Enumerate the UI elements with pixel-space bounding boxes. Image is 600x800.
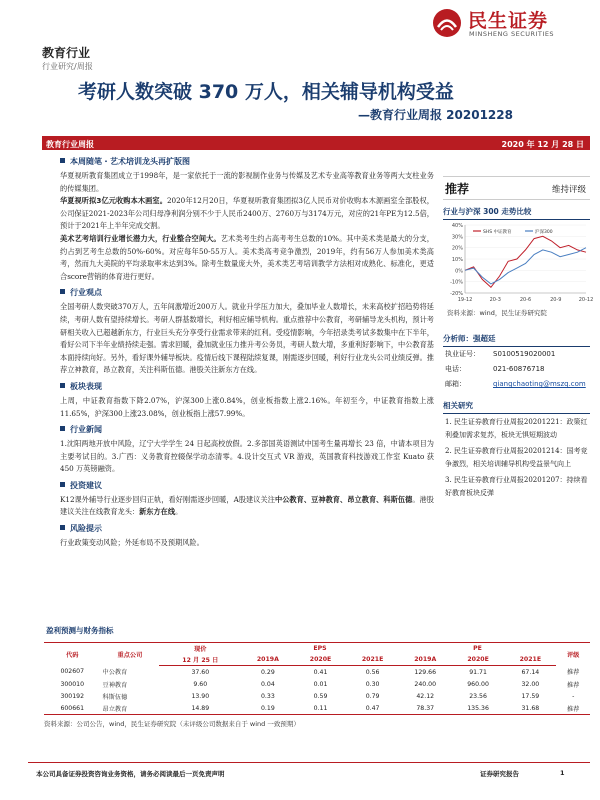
section-industry-view <box>60 287 434 298</box>
table-row <box>44 702 590 715</box>
section-industry-news <box>60 424 434 435</box>
cell-name: 科斯伍德 <box>102 693 128 701</box>
cell-eps: 0.11 <box>295 702 347 715</box>
essay-acquisition-lead: 华夏视听拟3亿元收购本木画室。 <box>60 196 167 206</box>
section-investment-advice <box>60 480 434 491</box>
cell-name: 中公教育 <box>102 669 128 677</box>
chart-y-tick-label: -10% <box>450 279 463 286</box>
essay-acquisition-text: 2020年12月20日，华夏视听教育集团拟3亿人民币对价收购本木源画室全部股权，公司保证2021-2023年公司归母净利润分别不少于人民币2400万、2760万与3174万元，对应的21年PE为12.5倍，预计于2021年上半年完成交割。 <box>60 196 434 231</box>
brand-logo <box>432 6 582 40</box>
forecast-table <box>44 642 590 715</box>
related-item[interactable]: 1. 民生证券教育行业周报20201221：政策红利叠加需求复苏，板块无惧短期波动 <box>445 418 588 439</box>
cell-eps: 0.79 <box>365 692 380 700</box>
section-title: 本周随笔・艺术培训龙头再扩版图 <box>70 157 190 166</box>
cell-code: 002607 <box>60 668 85 676</box>
section-bullet-icon <box>60 482 65 487</box>
chart-x-tick-label: 20-6 <box>519 297 532 303</box>
trend-chart <box>443 221 594 307</box>
chart-series-line <box>465 248 586 284</box>
related-item[interactable]: 3. 民生证券教育行业周报20201207：持续看好教育板块反弹 <box>445 476 588 497</box>
advice-mid: 。港股建议关注在线教育龙头： <box>60 494 434 517</box>
top-bar <box>42 136 590 150</box>
cell-eps: 0.01 <box>313 680 328 688</box>
related-research-title: 相关研究 <box>443 400 590 414</box>
cell-eps: 0.59 <box>313 692 328 700</box>
analyst-name: 强超廷 <box>473 334 496 343</box>
analyst-info <box>445 347 590 392</box>
table-row <box>44 666 590 679</box>
table-header-row <box>44 643 590 655</box>
table-title: 盈利预测与财务指标 <box>46 626 114 635</box>
cell-price: 37.60 <box>191 668 210 676</box>
advice-end: 。 <box>175 507 183 517</box>
cell-eps: 0.29 <box>261 668 275 676</box>
chart-x-tick-label: 19-12 <box>457 297 473 303</box>
rating-box <box>443 176 590 200</box>
cell-pe: 17.59 <box>521 692 540 700</box>
section-sector-performance <box>60 381 434 392</box>
cell-eps: 0.56 <box>365 668 380 676</box>
col-eps-2019: 2019A <box>241 654 294 666</box>
sector-performance-text: 上周，中证教育指数下降2.07%，沪深300上涨0.84%，创业板指数上涨2.16%。年初至今，中证教育指数上涨11.65%，沪深300上涨23.08%，创业板指上涨57.99%。 <box>60 395 434 418</box>
cell-pe: 135.36 <box>452 702 504 715</box>
section-bullet-icon <box>60 426 65 431</box>
related-research-list <box>445 416 590 504</box>
col-price: 现价 <box>159 643 241 655</box>
rating-value: 维持评级 <box>551 185 586 195</box>
cell-price: 14.89 <box>159 702 241 715</box>
industry-label: 教育行业 <box>42 46 91 60</box>
chart-x-tick-label: 20-12 <box>578 297 594 303</box>
chart-x-tick-label: 20-9 <box>550 297 562 303</box>
cell-eps: 0.41 <box>313 668 328 676</box>
section-bullet-icon <box>60 158 65 163</box>
cell-eps: 0.47 <box>347 702 399 715</box>
col-pe-2020: 2020E <box>452 654 504 666</box>
chart-x-tick-label: 20-3 <box>489 297 501 303</box>
cell-pe: 67.14 <box>521 668 540 676</box>
section-title: 行业新闻 <box>70 425 102 435</box>
industry-news-text: 1.沈阳两地开放中风险，辽宁大学学生 24 日起高校放假。2.多部国英语测试中国考生量再增长 23 倍，中请本项目为主要考试目的。3.广西：义务教育控辍保学动态清零。4.设计交互式 VR 游戏，英国教育科技游戏工作室 Kuato 获 450 万英镑融资。 <box>60 439 434 474</box>
chart-y-tick-label: 30% <box>451 234 463 241</box>
cell-pe: 31.68 <box>504 702 556 715</box>
cell-pe: 960.00 <box>467 680 489 688</box>
cell-eps: 0.30 <box>365 680 380 688</box>
chart-legend-label: SHS 中证教育 <box>483 230 512 235</box>
report-date: 2020 年 12 月 28 日 <box>501 140 584 149</box>
section-title: 板块表现 <box>70 381 102 391</box>
essay-intro: 华夏视听教育集团成立于1998年，是一家依托于一流的影视制作业务与传媒及艺术专业高等教育业务等两大支柱业务的传媒集团。 <box>60 171 434 193</box>
chart-title: 行业与沪深 300 走势比较 <box>443 206 590 220</box>
investment-advice-text <box>60 494 434 519</box>
cell-pe: 91.71 <box>469 668 487 676</box>
section-bullet-icon <box>60 383 65 388</box>
cell-price: 13.90 <box>191 692 210 700</box>
report-subtitle: —教育行业周报 20201228 <box>358 108 513 122</box>
section-weekly-essay <box>60 156 434 167</box>
chart-y-tick-label: -20% <box>450 291 463 297</box>
cell-code: 600661 <box>44 702 101 715</box>
brand-name: 民生证券 <box>468 10 549 32</box>
cell-eps: 0.04 <box>261 680 275 688</box>
table-row <box>44 678 590 690</box>
essay-industry-lead: 美术艺考培训行业增长潜力大，行业整合空间大。 <box>60 233 221 243</box>
cell-pe: 240.00 <box>414 680 437 688</box>
analyst-section <box>443 333 590 347</box>
col-pe-2021: 2021E <box>504 654 556 666</box>
cert-label: 执业证号： <box>445 350 480 358</box>
section-title: 行业观点 <box>70 288 102 298</box>
section-bullet-icon <box>60 289 65 294</box>
section-title: 风险提示 <box>70 524 102 534</box>
phone-label: 电话： <box>445 365 466 373</box>
advice-hk-shares: 新东方在线 <box>139 507 176 517</box>
cell-code: 300192 <box>60 692 85 700</box>
cell-price: 9.60 <box>193 680 208 688</box>
footer-page-number: 1 <box>560 769 565 777</box>
risk-text: 行业政策变动风险；外延布局不及预期风险。 <box>60 538 204 548</box>
cell-name: 豆神教育 <box>102 681 128 689</box>
section-risk <box>60 523 434 534</box>
cell-name: 昂立教育 <box>101 702 160 715</box>
cell-pe: 129.66 <box>414 668 437 676</box>
cert-number: S0100519020001 <box>493 350 556 358</box>
financial-table <box>44 642 590 728</box>
col-name: 重点公司 <box>101 643 160 666</box>
footer-company: 证券研究报告 <box>480 770 519 778</box>
rating-label: 推荐 <box>445 182 470 196</box>
chart-source: 资料来源：wind，民生证券研究院 <box>447 309 547 317</box>
cell-eps: 0.19 <box>241 702 294 715</box>
col-code: 代码 <box>44 643 101 666</box>
brand-logo-icon <box>432 8 462 38</box>
cell-pe: 32.00 <box>521 680 540 688</box>
chart-legend-label: 沪深300 <box>535 230 553 235</box>
advice-a-shares: 中公教育、豆神教育、昂立教育、科斯伍德 <box>274 494 413 504</box>
essay-acquisition <box>60 195 434 233</box>
chart-y-tick-label: 40% <box>451 223 463 229</box>
col-pe-2019: 2019A <box>399 654 452 666</box>
cell-code: 300010 <box>60 680 85 688</box>
main-column <box>60 156 434 550</box>
cell-pe: 42.12 <box>416 692 435 700</box>
col-eps-2020: 2020E <box>295 654 347 666</box>
section-bullet-icon <box>60 525 65 530</box>
col-pe: PE <box>399 643 557 655</box>
chart-series-line <box>465 236 586 287</box>
advice-pre: K12课外辅导行业逐步回归正轨，看好刚需逐步回暖，A股建议关注 <box>60 494 275 504</box>
cell-rating: 推荐 <box>556 702 590 715</box>
col-eps-2021: 2021E <box>347 654 399 666</box>
table-row <box>44 690 590 702</box>
chart-y-tick-label: 10% <box>451 257 463 263</box>
essay-industry <box>60 233 434 283</box>
col-rating: 评级 <box>556 643 590 666</box>
trend-chart-svg <box>443 221 594 307</box>
related-item[interactable]: 2. 民生证券教育行业周报20201214：国考竞争激烈，相关培训辅导机构受益景气向上 <box>445 447 588 468</box>
report-title: 考研人数突破 370 万人，相关辅导机构受益 <box>78 81 454 103</box>
essay-industry-text: 艺术类考生约占高考考生总数的10%。其中美术类是最大的分支，约占到艺考生总数的50%-60%。对应每年50-55万人。美术类高考竞争激烈，2019年，约有56万人参加美术类高考，然而九大美院的平均录取率未达到3%。除考生数量庞大外，美术类艺考培训教学方法相对成熟化、标准化，更适合score营销的体育进行更好。 <box>60 233 434 281</box>
footer-disclaimer: 本公司具备证券投资咨询业务资格，请务必阅读最后一页免责声明 <box>36 770 225 778</box>
cell-pe: 23.56 <box>469 692 487 700</box>
email-link[interactable]: qiangchaoting@mszq.com <box>493 380 586 388</box>
cell-rating: - <box>572 692 575 700</box>
cell-eps: 0.33 <box>261 692 275 700</box>
cell-pe: 78.37 <box>399 702 452 715</box>
analyst-email-row <box>445 377 590 392</box>
section-title: 投资建议 <box>70 480 102 490</box>
footer-rule <box>28 762 590 763</box>
col-price-date: 12 月 25 日 <box>159 654 241 666</box>
chart-y-tick-label: 0% <box>455 268 463 275</box>
email-label: 邮箱： <box>445 380 466 388</box>
analyst-title: 分析师： <box>443 334 473 343</box>
report-type: 行业研究/周报 <box>42 62 93 71</box>
table-source: 资料来源：公司公告，wind，民生证券研究院（未评级公司数据来自于 wind 一致预期） <box>44 720 300 728</box>
top-bar-label: 教育行业周报 <box>46 140 94 149</box>
brand-name-en: MINSHENG SECURITIES <box>469 30 555 38</box>
col-eps: EPS <box>241 643 398 655</box>
cell-rating: 推荐 <box>567 669 580 677</box>
chart-y-tick-label: 20% <box>451 245 463 252</box>
analyst-cert-row <box>445 347 590 362</box>
phone-number: 021-60876718 <box>493 365 545 373</box>
analyst-phone-row <box>445 362 590 377</box>
industry-view-text: 全国考研人数突破370万人，五年间激增近200万人。就业升学压力加大，叠加毕业人数增长，未来高校扩招趋势将延续，考研人数有望持续增长。考研人群基数增长，利好相应辅导机构。重点推荐中公教育，考研辅导龙头机构，预计考研相关收入已超越新东方，行业巨头充分享受行业需求带来的红利。受疫情影响，今年招录类考试多数集中在下半年，看好公司下半年业绩持续走强。需求回暖，叠加就业压力推升考公务员，考研人数大增，多重利好影响下，中公教育基本面持续向好。另外，看好课外辅导板块。疫情后线下课程陆续复课，刚需逐步回暖，利好行业龙头公司业绩反弹。推荐立神教育，昂立教育，关注科斯伍德。港股关注新东方在线。 <box>60 302 434 375</box>
cell-rating: 推荐 <box>567 681 580 689</box>
